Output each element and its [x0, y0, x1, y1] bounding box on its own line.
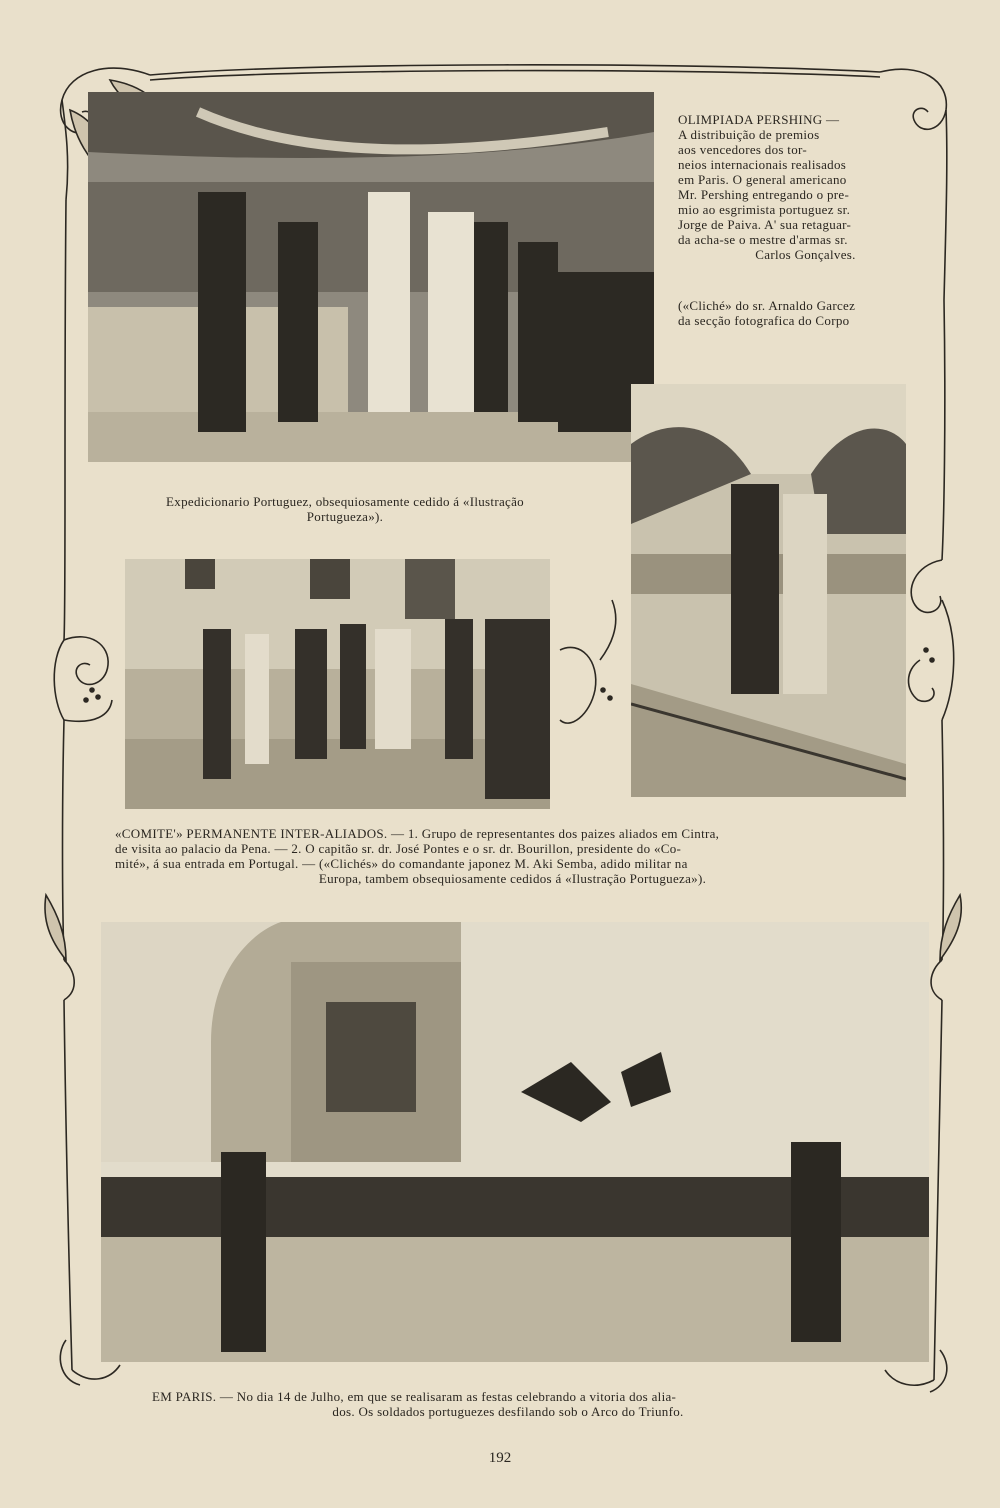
caption-pershing-line: A distribuição de premios [678, 127, 820, 142]
caption-pershing-line: da acha-se o mestre d'armas sr. [678, 232, 848, 247]
caption-credit-line: Portugueza»). [306, 509, 384, 524]
photo-arc-parade [101, 922, 929, 1362]
photo-pershing-award [88, 92, 654, 462]
photo-pontes-image [631, 384, 906, 797]
caption-comite-line: «COMITE'» PERMANENTE INTER-ALIADOS. — 1. Grupo de representantes dos paizes aliados em Cintra, [115, 826, 720, 841]
caption-credit-line: («Cliché» do sr. Arnaldo Garcez [678, 298, 856, 313]
caption-paris [152, 1389, 864, 1419]
caption-pershing-line: mio ao esgrimista portuguez sr. [678, 202, 851, 217]
page-number: 192 [488, 1450, 512, 1466]
caption-pershing-line: aos vencedores dos tor- [678, 142, 808, 157]
caption-pershing-credit [678, 298, 933, 328]
caption-pershing-line: Carlos Gonçalves. [755, 247, 856, 262]
caption-paris-line: EM PARIS. — No dia 14 de Julho, em que se realisaram as festas celebrando a vitoria dos alia- [152, 1389, 677, 1404]
caption-pershing-line: Mr. Pershing entregando o pre- [678, 187, 850, 202]
photo-pontes-bourillon [631, 384, 906, 797]
photo-cintra-image [125, 559, 550, 809]
caption-paris-line: dos. Os soldados portuguezes desfilando sob o Arco do Triunfo. [332, 1404, 684, 1419]
caption-pershing-title: OLIMPIADA PERSHING — [678, 112, 840, 127]
caption-pershing-line: em Paris. O general americano [678, 172, 847, 187]
caption-pershing-credit-continuation [90, 494, 600, 524]
caption-comite [115, 826, 910, 886]
caption-comite-line: de visita ao palacio da Pena. — 2. O capitão sr. dr. José Pontes e o sr. dr. Bourillon, presidente do «Co- [115, 841, 682, 856]
caption-pershing-line: Jorge de Paiva. A' sua retaguar- [678, 217, 852, 232]
caption-credit-line: da secção fotografica do Corpo [678, 313, 850, 328]
photo-arc-image [101, 922, 929, 1362]
photo-pershing-image [88, 92, 654, 462]
photo-cintra-group [125, 559, 550, 809]
caption-comite-line: Europa, tambem obsequiosamente cedidos á «Ilustração Portugueza»). [318, 871, 707, 886]
caption-credit-line: Expedicionario Portuguez, obsequiosamente cedido á «Ilustração [166, 494, 524, 509]
caption-pershing [678, 112, 933, 262]
caption-pershing-line: neios internacionais realisados [678, 157, 847, 172]
caption-comite-line: mité», á sua entrada em Portugal. — («Clichés» do comandante japonez M. Aki Semba, adido militar na [115, 856, 688, 871]
